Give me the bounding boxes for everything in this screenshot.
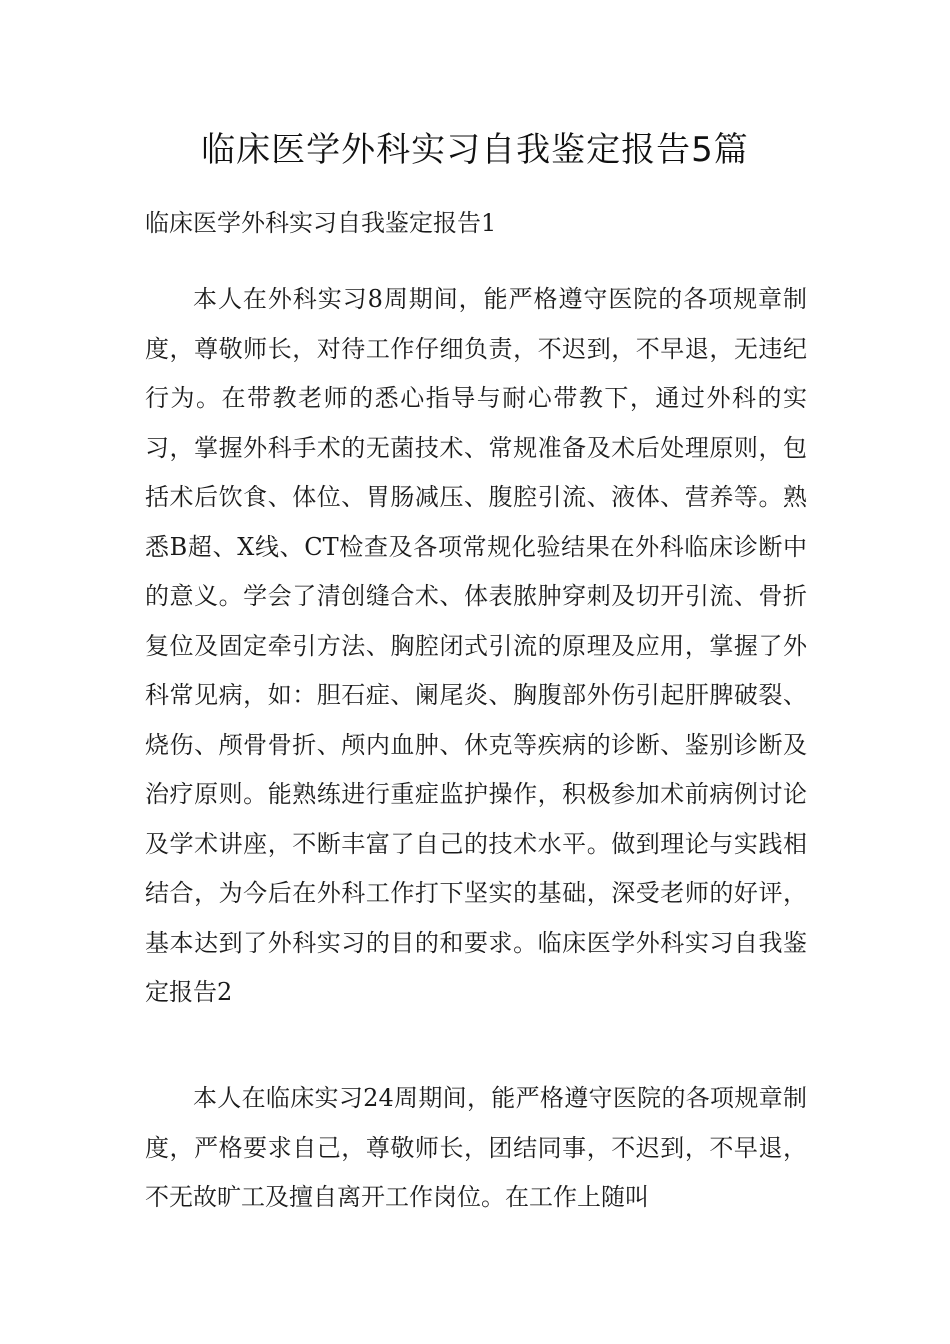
body-paragraph: 本人在临床实习24周期间，能严格遵守医院的各项规章制度，严格要求自己，尊敬师长，团结同事，不迟到，不早退，不无故旷工及擅自离开工作岗位。在工作上随叫 (145, 1084, 807, 1211)
section-heading: 临床医学外科实习自我鉴定报告1 (145, 209, 497, 237)
document-title: 临床医学外科实习自我鉴定报告5篇 (201, 130, 749, 170)
body-paragraph: 本人在外科实习8周期间，能严格遵守医院的各项规章制度，尊敬师长，对待工作仔细负责，不迟到，不早退，无违纪行为。在带教老师的悉心指导与耐心带教下，通过外科的实习，掌握外科手术的无菌技术、常规准备及术后处理原则，包括术后饮食、体位、胃肠减压、腹腔引流、液体、营养等。熟悉B超、X线、CT检查及各项常规化验结果在外科临床诊断中的意义。学会了清创缝合术、体表脓肿穿刺及切开引流、骨折复位及固定牵引方法、胸腔闭式引流的原理及应用，掌握了外科常见病，如：胆石症、阑尾炎、胸腹部外伤引起肝脾破裂、烧伤、颅骨骨折、颅内血肿、休克等疾病的诊断、鉴别诊断及治疗原则。能熟练进行重症监护操作，积极参加术前病例讨论及学术讲座，不断丰富了自己的技术水平。做到理论与实践相结合，为今后在外科工作打下坚实的基础，深受老师的好评，基本达到了外科实习的目的和要求。临床医学外科实习自我鉴定报告2 (145, 285, 807, 1006)
